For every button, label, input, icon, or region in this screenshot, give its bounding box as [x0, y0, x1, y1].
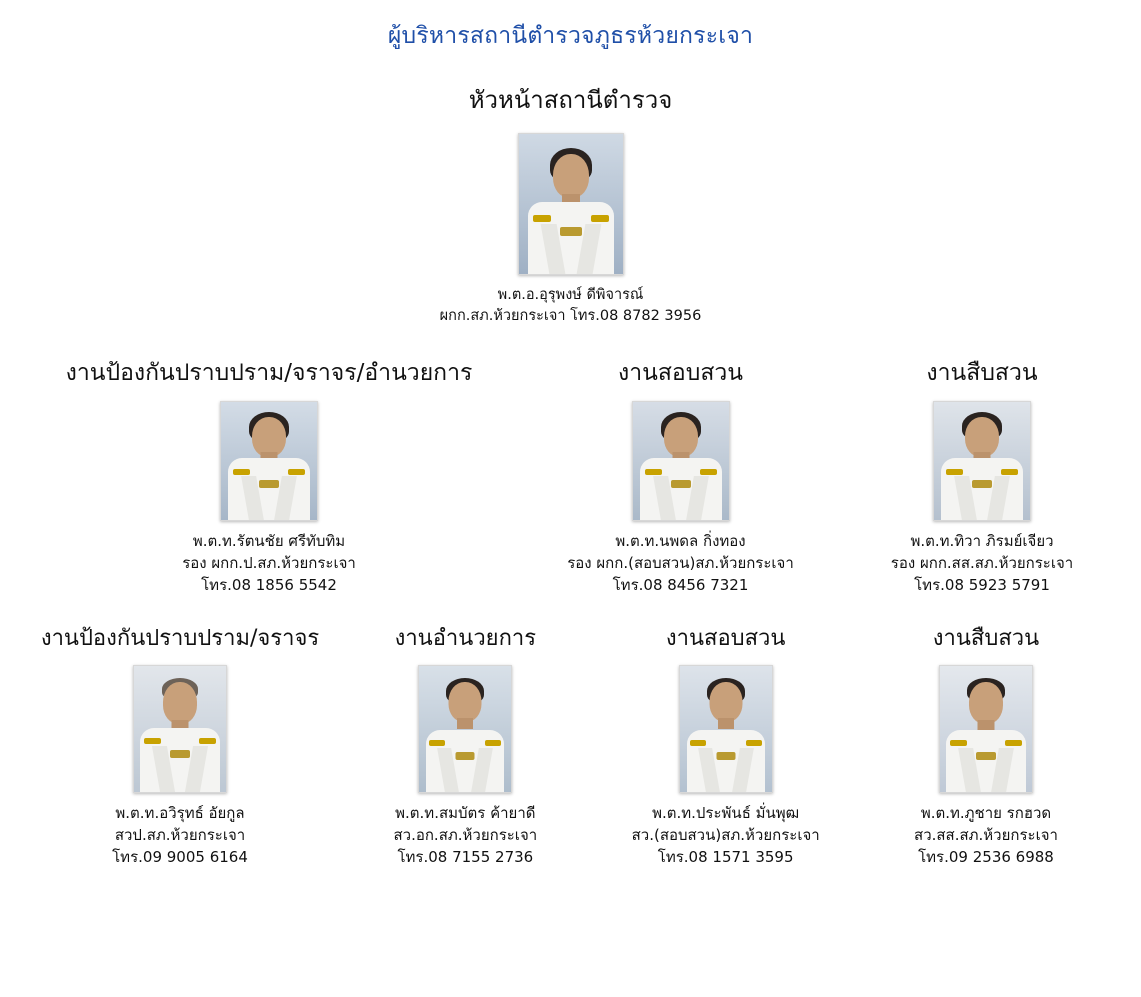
officer-figure [519, 134, 623, 274]
officer-caption-3 [601, 803, 851, 868]
officer-figure [221, 402, 317, 520]
officer-name-2: พ.ต.ท.สมบัตร ค้ายาดี [395, 804, 536, 823]
deputy-title-3: งานสืบสวน [926, 360, 1038, 387]
officer-card-2 [340, 620, 590, 868]
deputy-card-1 [34, 355, 504, 596]
officer-phone-2: โทร.08 7155 2736 [397, 847, 534, 866]
deputy-card-3 [857, 355, 1107, 596]
deputy-position-1: รอง ผกก.ป.สภ.ห้วยกระเจา [182, 553, 356, 572]
officer-photo-3 [679, 665, 773, 793]
deputy-position-3: รอง ผกก.สส.สภ.ห้วยกระเจา [890, 553, 1074, 572]
deputy-title-2: งานสอบสวน [618, 360, 743, 387]
officer-photo-4 [939, 665, 1033, 793]
page-title: ผู้บริหารสถานีตำรวจภูธรห้วยกระเจา [387, 23, 754, 49]
officer-name-1: พ.ต.ท.อวิรุทธ์ อัยกูล [115, 804, 245, 823]
officer-caption-4 [861, 803, 1111, 868]
deputy-photo-1 [220, 401, 318, 521]
chief-position: ผกก.สภ.ห้วยกระเจา โทร.08 8782 3956 [439, 308, 702, 325]
officer-figure [134, 666, 226, 792]
deputy-caption-2 [551, 531, 811, 596]
chief-name: พ.ต.อ.อุรุพงษ์ ดีพิจารณ์ [497, 287, 644, 303]
officer-position-4: สว.สส.สภ.ห้วยกระเจา [914, 826, 1058, 845]
chief-caption [0, 285, 1141, 327]
deputy-phone-2: โทร.08 8456 7321 [612, 575, 749, 594]
officer-photo-2 [418, 665, 512, 793]
officer-title-4: งานสืบสวน [932, 626, 1040, 652]
deputy-photo-2 [632, 401, 730, 521]
officer-phone-3: โทร.08 1571 3595 [657, 847, 794, 866]
officer-row [0, 620, 1141, 868]
officer-card-3 [601, 620, 851, 868]
officer-position-3: สว.(สอบสวน)สภ.ห้วยกระเจา [631, 826, 820, 845]
deputy-name-2: พ.ต.ท.นพดล กิ่งทอง [615, 532, 746, 551]
deputy-phone-3: โทร.08 5923 5791 [914, 575, 1050, 594]
officer-figure [934, 402, 1030, 520]
deputy-phone-1: โทร.08 1856 5542 [201, 575, 337, 594]
deputy-name-1: พ.ต.ท.รัตนชัย ศรีทับทิม [192, 532, 346, 551]
chief-section-heading: หัวหน้าสถานีตำรวจ [468, 86, 673, 114]
officer-title-1: งานป้องกันปราบปราม/จราจร [40, 626, 320, 652]
officer-figure [633, 402, 729, 520]
officer-figure [419, 666, 511, 792]
officer-figure [940, 666, 1032, 792]
officer-phone-1: โทร.09 9005 6164 [112, 847, 248, 866]
chief-photo [518, 133, 624, 275]
officer-photo-1 [133, 665, 227, 793]
officer-card-4 [861, 620, 1111, 868]
deputy-name-3: พ.ต.ท.ทิวา ภิรมย์เจียว [910, 532, 1054, 551]
officer-phone-4: โทร.09 2536 6988 [918, 847, 1054, 866]
officer-caption-2 [340, 803, 590, 868]
deputy-caption-1 [34, 531, 504, 596]
deputy-title-1: งานป้องกันปราบปราม/จราจร/อำนวยการ [65, 360, 473, 387]
officer-caption-1 [30, 803, 330, 868]
officer-position-2: สว.อก.สภ.ห้วยกระเจา [393, 826, 538, 845]
officer-name-4: พ.ต.ท.ภูชาย รกฮวด [920, 804, 1052, 823]
deputy-row [0, 355, 1141, 596]
officer-position-1: สวป.สภ.ห้วยกระเจา [114, 826, 246, 845]
officer-figure [680, 666, 772, 792]
deputy-card-2 [551, 355, 811, 596]
officer-card-1 [30, 620, 330, 868]
officer-name-3: พ.ต.ท.ประพันธ์ มั่นพุฒ [652, 804, 800, 823]
officer-title-3: งานสอบสวน [665, 626, 786, 652]
officer-title-2: งานอำนวยการ [394, 626, 537, 652]
deputy-position-2: รอง ผกก.(สอบสวน)สภ.ห้วยกระเจา [567, 553, 794, 572]
chief-section [0, 80, 1141, 327]
deputy-caption-3 [857, 531, 1107, 596]
deputy-photo-3 [933, 401, 1031, 521]
